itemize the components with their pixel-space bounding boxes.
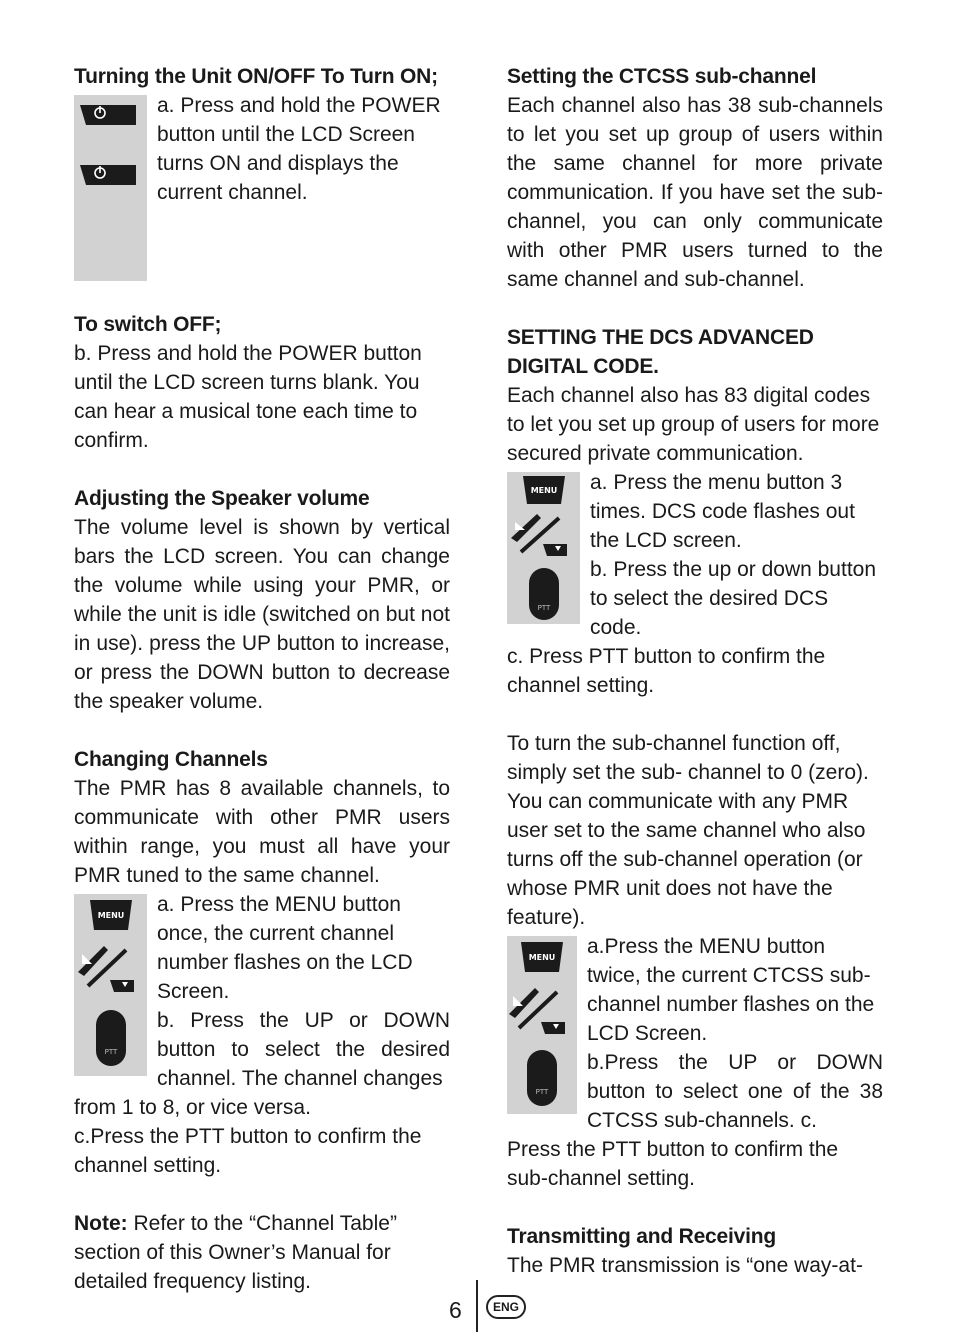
left-column	[74, 62, 450, 1296]
sub-step-c: Press the PTT button to confirm the sub-channel setting.	[507, 1138, 839, 1190]
dcs-step-c: c. Press PTT button to confirm the channel setting.	[507, 645, 826, 697]
channels-heading: Changing Channels	[74, 748, 268, 771]
volume-text: The volume level is shown by vertical bars the LCD screen. You can change the volume while using your PMR, or while the unit is idle (switched on but not in use). press the UP button to increase, or press the DOWN button to decrease the speaker volume.	[74, 516, 450, 713]
sub-steps	[507, 932, 883, 1135]
dcs-menu-icon-label: MENU	[530, 486, 558, 495]
dcs-intro: Each channel also has 83 digital codes to let you set up group of users for more secured private communication.	[507, 384, 880, 465]
ctcss-text: Each channel also has 38 sub-channels to let you set up group of users within the same channel for more private communication. If you have set the sub-channel, you can only communicate with other PMR users turned to the same channel and sub-channel.	[507, 94, 883, 291]
power-instruction	[74, 91, 450, 281]
channels-step-b: b. Press the UP or DOWN button to select the desired channel. The channel changes	[157, 1009, 450, 1090]
switch-off-text: b. Press and hold the POWER button until the LCD screen turns blank. You can hear a musical tone each time to confirm.	[74, 342, 422, 452]
dcs-steps	[507, 468, 883, 642]
transmit-heading: Transmitting and Receiving	[507, 1225, 777, 1248]
footer-divider	[476, 1280, 478, 1332]
sub-step-a: a.Press the MENU button twice, the current CTCSS sub-channel number flashes on the LCD Screen.	[587, 935, 875, 1045]
dcs-heading: SETTING THE DCS ADVANCED DIGITAL CODE.	[507, 326, 814, 378]
ctcss-heading: Setting the CTCSS sub-channel	[507, 65, 817, 88]
note-label: Note:	[74, 1212, 128, 1235]
menu-icon-label: MENU	[97, 911, 125, 920]
sub-menu-updown-ptt-icon	[507, 936, 577, 1114]
transmit-text: The PMR transmission is “one way-at-	[507, 1254, 863, 1277]
menu-updown-ptt-icon	[74, 894, 147, 1076]
dcs-menu-nav-ptt-figure	[507, 472, 580, 624]
ptt-icon-label: PTT	[104, 1048, 118, 1056]
channels-steps	[74, 890, 450, 1093]
sub-menu-nav-ptt-figure	[507, 936, 577, 1114]
note-text: Refer to the “Channel Table” section of this Owner’s Manual for detailed frequency listing.	[74, 1212, 397, 1293]
right-column	[507, 62, 883, 1280]
sub-menu-icon-label: MENU	[528, 953, 556, 962]
channels-intro: The PMR has 8 available channels, to communicate with other PMR users within range, you must all have your PMR tuned to the same channel.	[74, 777, 450, 887]
page-number: 6	[449, 1297, 462, 1323]
volume-heading: Adjusting the Speaker volume	[74, 487, 370, 510]
dcs-step-a: a. Press the menu button 3 times. DCS code flashes out the LCD screen.	[590, 471, 855, 552]
subchannel-off-text: To turn the sub-channel function off, simply set the sub- channel to 0 (zero). You can communicate with any PMR user set to the same channel who also turns off the sub-channel operation (or whose PMR unit does not have the feature).	[507, 732, 869, 929]
dcs-menu-updown-ptt-icon	[507, 472, 580, 624]
power-button-figure	[74, 95, 147, 281]
channels-step-b-cont: from 1 to 8, or vice versa.	[74, 1096, 311, 1119]
sub-ptt-icon-label: PTT	[535, 1088, 549, 1096]
channels-step-a: a. Press the MENU button once, the current channel number flashes on the LCD Screen.	[157, 893, 413, 1003]
turn-on-text: a. Press and hold the POWER button until the LCD Screen turns ON and displays the current channel.	[157, 94, 441, 204]
language-badge: ENG	[486, 1295, 526, 1319]
switch-off-heading: To switch OFF;	[74, 313, 222, 336]
menu-nav-ptt-figure	[74, 894, 147, 1076]
sub-step-b: b.Press the UP or DOWN button to select one of the 38 CTCSS sub-channels. c.	[587, 1051, 883, 1132]
turning-on-heading: Turning the Unit ON/OFF To Turn ON;	[74, 65, 438, 88]
dcs-step-b: b. Press the up or down button to select the desired DCS code.	[590, 558, 877, 639]
power-button-icon	[74, 95, 147, 281]
dcs-ptt-icon-label: PTT	[537, 604, 551, 612]
channels-step-c: c.Press the PTT button to confirm the channel setting.	[74, 1125, 422, 1177]
page-footer	[0, 1280, 954, 1330]
